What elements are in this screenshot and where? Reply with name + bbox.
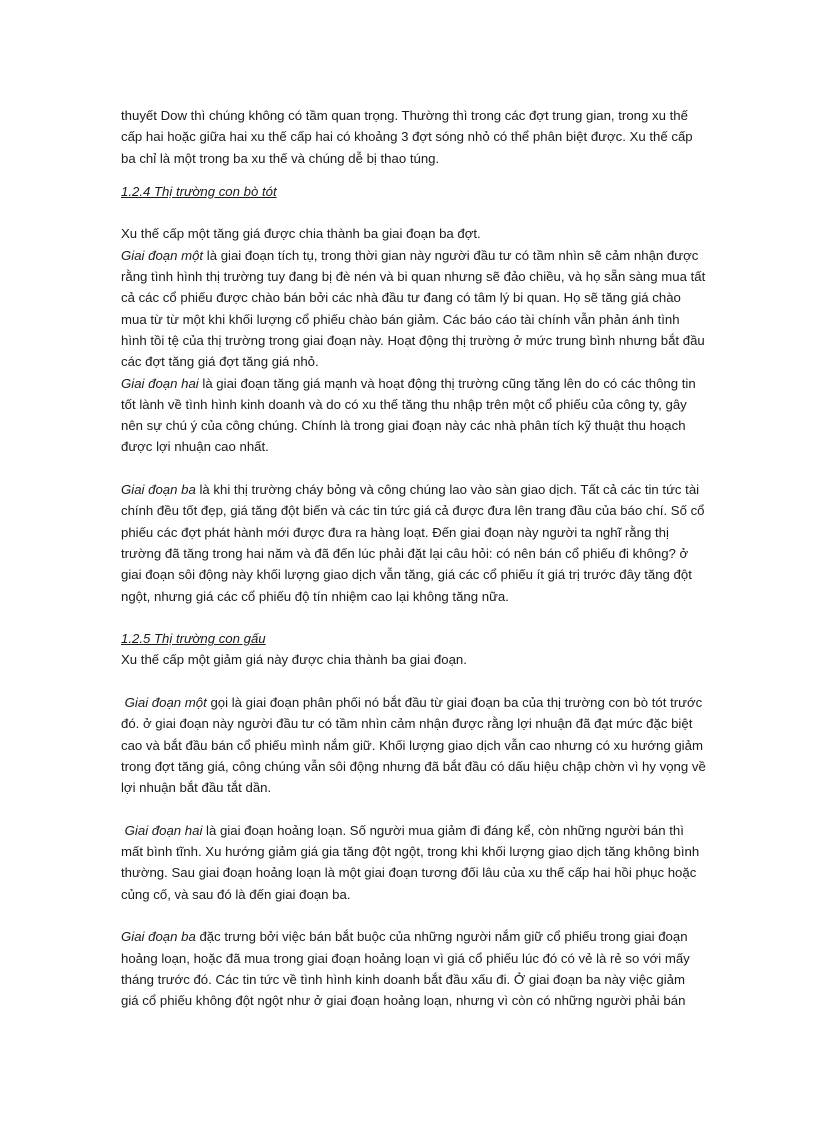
bull-phase-two-text: là giai đoạn tăng giá mạnh và hoạt động thị trường cũng tăng lên do có các thông tin tốt lành về tình hình kinh doanh và do có xu thế tăng thu nhập trên một cổ phiếu của công ty, gây nên sự chú ý của công chúng. Chính là trong giai đoạn này các nhà phân tích kỹ thuật thu hoạch được lợi nhuận cao nhất. [121,375,696,455]
bear-phase-two-paragraph [121,820,706,905]
section-heading-bear-market: 1.2.5 Thị trường con gấu [121,631,266,647]
bear-phase-three-text: đặc trưng bởi việc bán bắt buộc của những người nắm giữ cổ phiếu trong giai đoạn hoảng loạn, hoặc đã mua trong giai đoạn hoảng loạn vì giá cổ phiếu lúc đó có vẻ là rẻ so với mấy tháng trước đó. Các tin tức về tình hình kinh doanh bắt đầu xấu đi. Ở giai đoạn ba này việc giảm giá cổ phiếu không đột ngột như ở giai đoạn hoảng loạn, nhưng vì còn có những người phải bán [121,929,690,1009]
bear-phase-two-text: là giai đoạn hoảng loạn. Số người mua giảm đi đáng kể, còn những người bán thì mất bình tĩnh. Xu hướng giảm giá gia tăng đột ngột, trong khi khối lượng giao dịch tăng không bình thường. Sau giai đoạn hoảng loạn là một giai đoạn tương đối lâu của xu thế cấp hai hồi phục hoặc củng cố, và sau đó là đến giai đoạn ba. [121,822,700,902]
bull-phase-three-term: Giai đoạn ba [121,482,196,498]
bull-phase-one-text: là giai đoạn tích tụ, trong thời gian này người đầu tư có tầm nhìn sẽ cảm nhận được rằng tình hình thị trường tuy đang bị đè nén và bi quan nhưng sẽ đảo chiều, và họ sẵn sàng mua tất cả các cổ phiếu được chào bán bởi các nhà đầu tư đang có tâm lý bi quan. Họ sẽ tăng giá chào mua từ từ một khi khối lượng cổ phiếu chào bán giảm. Các báo cáo tài chính vẫn phản ánh tình hình tồi tệ của thị trường trong giai đoạn này. Hoạt động thị trường ở mức trung bình nhưng bắt đầu các đợt tăng giá đợt tăng giá nhỏ. [121,247,706,370]
bull-market-intro: Xu thế cấp một tăng giá được chia thành ba giai đoạn ba đợt. [121,226,481,242]
bear-phase-three-paragraph [121,926,706,1011]
bear-phase-three-term: Giai đoạn ba [121,929,196,945]
intro-paragraph: thuyết Dow thì chúng không có tầm quan trọng. Thường thì trong các đợt trung gian, trong xu thế cấp hai hoặc giữa hai xu thế cấp hai có khoảng 3 đợt sóng nhỏ có thể phân biệt được. Xu thế cấp ba chỉ là một trong ba xu thế và chúng dễ bị thao túng. [121,108,693,166]
bear-phase-one-text: gọi là giai đoạn phân phối nó bắt đầu từ giai đoạn ba của thị trường con bò tót trước đó. ở giai đoạn này người đầu tư có tầm nhìn cảm nhận được rằng lợi nhuận đã đạt mức đặc biệt cao và bắt đầu bán cổ phiếu mình nắm giữ. Khối lượng giao dịch vẫn cao nhưng có xu hướng giảm trong đợt tăng giá, công chúng vẫn sôi động nhưng đã bắt đầu có dấu hiệu chập chờn vì hy vọng về lợi nhuận bắt đầu tắt dần. [121,695,706,796]
bull-phase-two-term: Giai đoạn hai [121,375,199,391]
bull-phase-two-paragraph [121,373,706,458]
bull-phase-one-term: Giai đoạn một [121,247,204,263]
bear-phase-one-paragraph [121,692,706,798]
section-heading-bull-market: 1.2.4 Thị trường con bò tót [121,183,277,199]
bull-phase-three-paragraph [121,479,706,607]
bear-phase-two-term: Giai đoạn hai [124,822,203,838]
bull-phase-three-text: là khi thị trường cháy bỏng và công chúng lao vào sàn giao dịch. Tất cả các tin tức tài chính đều tốt đẹp, giá tăng đột biến và các tin tức giá cả được đưa lên trang đầu của báo chí. Số cổ phiếu các đợt phát hành mới được đưa ra hàng loạt. Đến giai đoạn này người ta nghĩ rằng thị trường đã tăng trong hai năm và đã đến lúc phải đặt lại câu hỏi: có nên bán cổ phiếu đi không? ở giai đoạn sôi động này khối lượng giao dịch vẫn tăng, giá các cổ phiếu ít giá trị trước đây tăng đột ngột, nhưng giá các cổ phiếu độ tín nhiệm cao lại không tăng nữa. [121,482,705,604]
document-page [121,105,706,1011]
bear-phase-one-term: Giai đoạn một [124,695,207,711]
bull-phase-one-paragraph [121,245,706,373]
bear-market-intro: Xu thế cấp một giảm giá này được chia thành ba giai đoạn. [121,652,467,668]
